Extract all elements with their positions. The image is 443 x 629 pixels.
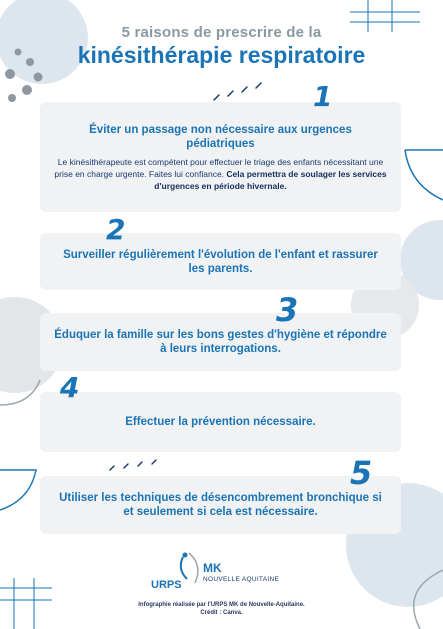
- reason-number-1: 1: [313, 80, 333, 113]
- reason-card-2: [40, 233, 401, 290]
- urps-mk-logo: [143, 549, 283, 595]
- reason-text-1-body: Le kinésithérapeute est compétent pour effectuer le triage des enfants nécessitant une prise en charge urgente. Faites lui confiance.: [54, 156, 384, 179]
- reason-card-4: [40, 392, 401, 452]
- reason-number-5: 5: [350, 454, 373, 492]
- reason-text-1: [54, 156, 387, 192]
- reason-card-3: [40, 313, 401, 371]
- reason-title-4: Effectuer la prévention nécessaire.: [125, 416, 316, 428]
- reason-card-1: [40, 102, 401, 212]
- logo-region: NOUVELLE AQUITAINE: [203, 576, 280, 583]
- reason-title-5: Utiliser les techniques de désencombrement bronchique si et seulement si cela est nécessaire.: [59, 492, 382, 518]
- reason-title-1: Éviter un passage non nécessaire aux urgences pédiatriques: [89, 123, 352, 150]
- footer-line-1: Infographie réalisée par l'URPS MK de Nouvelle-Aquitaine.: [138, 602, 305, 608]
- reason-number-2: 2: [106, 213, 126, 246]
- reason-text-1-bold: Cela permettra de soulager les services d'urgences en période hivernale.: [154, 168, 387, 191]
- reason-number-4: 4: [60, 371, 80, 404]
- reason-card-5: [40, 476, 401, 534]
- title-top: 5 raisons de prescrire de la: [121, 24, 322, 41]
- reason-title-2: Surveiller régulièrement l'évolution de l'enfant et rassurer les parents.: [63, 248, 378, 275]
- logo-mk: MK: [203, 561, 222, 575]
- footer-credits: [0, 601, 443, 617]
- reason-number-3: 3: [276, 291, 299, 329]
- reason-title-3: Éduquer la famille sur les bons gestes d'hygiène et répondre à leurs interrogations.: [54, 329, 387, 355]
- page-title: kinésithérapie respiratoire: [77, 42, 366, 68]
- logo-urps: URPS: [151, 579, 182, 591]
- footer-line-2: Crédit : Canva.: [200, 610, 243, 616]
